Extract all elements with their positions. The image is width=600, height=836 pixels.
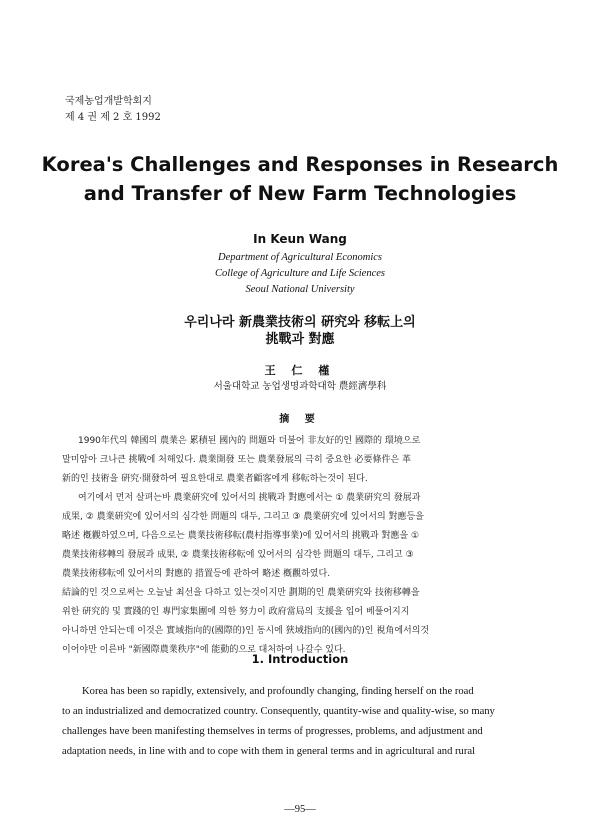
- abstract-line: 結論的인 것으로써는 오늘날 최선을 다하고 있는것이지만 劃期的인 農業硏究와 技術移轉을: [62, 588, 420, 598]
- korean-affiliation: 서울대학교 농업생명과학대학 農經濟學科: [213, 381, 387, 392]
- title-line-2: and Transfer of New Farm Technologies: [83, 182, 517, 205]
- abstract-line: 말미암아 크나큰 挑戰에 처해있다. 農業開發 또는 農業發展의 극히 중요한 必要條件은 革: [62, 455, 412, 465]
- abstract-line: 新的인 技術을 硏究·開發하여 필요한대로 農業者顧客에게 移転하는것이 된다.: [62, 474, 368, 484]
- abstract-heading: 摘 要: [279, 414, 321, 425]
- affiliation-department: Department of Agricultural Economics: [218, 252, 382, 263]
- body-line: challenges have been manifesting themselves in terms of progresses, problems, and adjustment and: [62, 726, 483, 737]
- body-line: to an industrialized and democratized country. Consequently, quantity-wise and quality-wise, so many: [62, 706, 495, 717]
- abstract-line: 여기에서 먼저 살펴는바 農業硏究에 있어서의 挑戰과 對應에서는 ① 農業硏究의 發展과: [78, 493, 421, 503]
- korean-title-line-1: 우리나라 新農業技術의 硏究와 移転上의: [184, 315, 416, 330]
- abstract-line: 農業技術移転에 있어서의 對應的 措置등에 관하여 略述 槪觀하였다.: [62, 569, 331, 579]
- abstract-line: 略述 槪觀하였으며, 다음으로는 農業技術移転(農村指導事業)에 있어서의 挑戰과 對應을 ①: [62, 531, 420, 541]
- section-heading-introduction: 1. Introduction: [251, 652, 349, 666]
- journal-header: [65, 94, 161, 126]
- journal-name: 국제농업개발학회지: [65, 96, 152, 107]
- korean-title-line-2: 挑戰과 對應: [265, 332, 335, 347]
- paper-title: [40, 150, 560, 208]
- affiliation-college: College of Agriculture and Life Sciences: [214, 268, 385, 279]
- title-line-1: Korea's Challenges and Responses in Research: [41, 153, 559, 176]
- body-line: adaptation needs, in line with and to cope with them in general terms and in agricultural and rural: [62, 746, 476, 757]
- korean-author-name: 王 仁 槿: [264, 364, 336, 377]
- korean-title: [0, 314, 600, 348]
- journal-volume: 제 4 권 제 2 호 1992: [65, 112, 161, 123]
- introduction-body: [62, 682, 552, 762]
- abstract-line: 成果, ② 農業硏究에 있어서의 심각한 問題의 대두, 그리고 ③ 農業硏究에 있어서의 對應등을: [62, 512, 424, 522]
- affiliation-university: Seoul National University: [245, 284, 355, 295]
- abstract-line: 위한 硏究的 및 實踐的인 專門家集團에 의한 努力이 政府當局의 支援을 입어 베풀어지지: [62, 607, 410, 617]
- page-number: —95—: [284, 804, 316, 815]
- author-name: In Keun Wang: [253, 232, 347, 246]
- body-line: Korea has been so rapidly, extensively, and profoundly changing, finding herself on the road: [82, 686, 474, 697]
- abstract-line: 1990年代의 韓國의 農業은 累積된 國內的 問題와 더불어 非友好的인 國際的 環境으로: [78, 436, 421, 446]
- abstract-line: 아니하면 안되는데 이것은 實域指向的(國際的)인 동시에 狹域指向的(國內的)인 視角에서의것: [62, 626, 430, 636]
- abstract-line: 農業技術移轉의 發展과 成果, ② 農業技術移転에 있어서의 심각한 問題의 대두, 그리고 ③: [62, 550, 414, 560]
- author-affiliation: [0, 250, 600, 298]
- abstract-line: 이어야만 이른바 "新國際農業秩序"에 能動的으로 대처하여 나갈수 있다.: [62, 645, 346, 655]
- abstract-body: [62, 432, 552, 660]
